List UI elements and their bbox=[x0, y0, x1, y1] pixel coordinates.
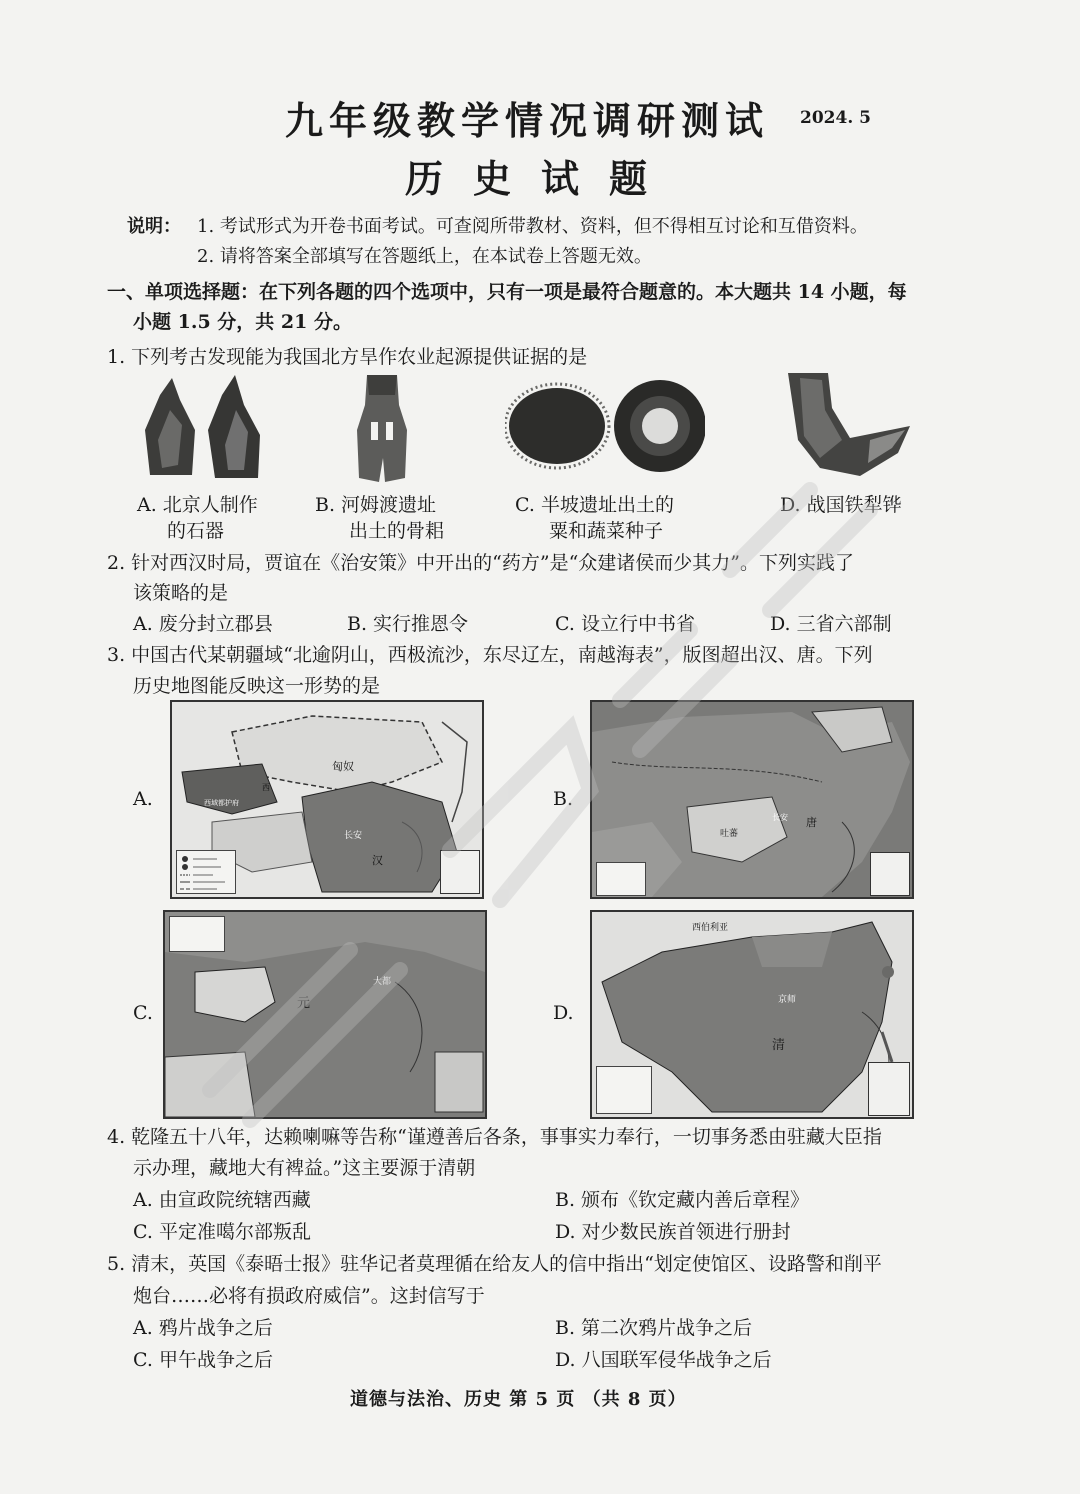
map-d-qing-label: 清 bbox=[772, 1038, 786, 1053]
map-a-legend-graphic bbox=[177, 851, 235, 893]
q3-option-a-label[interactable]: A. bbox=[133, 788, 153, 810]
bone-spade-image bbox=[345, 370, 420, 485]
question-5-line2: 炮台……必将有损政府威信”。这封信写于 bbox=[133, 1285, 485, 1307]
map-d-inset bbox=[868, 1062, 910, 1116]
notes-label: 说明： bbox=[127, 216, 181, 237]
map-a-xiongnu-label: 匈奴 bbox=[332, 760, 354, 773]
q1-option-b-line1[interactable]: B. 河姆渡遗址 bbox=[315, 494, 437, 516]
question-2-line2: 该策略的是 bbox=[133, 582, 229, 604]
q1-option-a-line2: 的石器 bbox=[167, 520, 225, 542]
map-b-inset bbox=[870, 852, 910, 896]
map-d-legend bbox=[596, 1066, 652, 1114]
q2-option-a[interactable]: A. 废分封立郡县 bbox=[133, 613, 273, 635]
q4-option-b[interactable]: B. 颁布《钦定藏内善后章程》 bbox=[555, 1189, 810, 1211]
map-c-yuan-dynasty[interactable] bbox=[163, 910, 487, 1119]
map-a-west-label: 西 bbox=[262, 783, 270, 792]
map-a-han-dynasty[interactable] bbox=[170, 700, 484, 899]
q2-option-b[interactable]: B. 实行推恩令 bbox=[347, 613, 469, 635]
q1-option-b-line2: 出土的骨耜 bbox=[349, 520, 445, 542]
map-b-changan-label: 长安 bbox=[772, 813, 788, 822]
map-a-changan-label: 长安 bbox=[344, 831, 363, 841]
q5-option-a[interactable]: A. 鸦片战争之后 bbox=[133, 1317, 273, 1339]
q1-option-c-line2: 粟和蔬菜种子 bbox=[549, 520, 664, 542]
page-footer: 道德与法治、历史 第 5 页 （共 8 页） bbox=[350, 1389, 687, 1410]
exam-subtitle: 历史试题 bbox=[405, 156, 678, 201]
notes-line-1: 1. 考试形式为开卷书面考试。可查阅所带教材、资料，但不得相互讨论和互借资料。 bbox=[197, 216, 868, 237]
notes-line-2: 2. 请将答案全部填写在答题纸上，在本试卷上答题无效。 bbox=[197, 246, 652, 267]
question-3-line1: 3. 中国古代某朝疆域“北逾阴山，西极流沙，东尽辽左，南越海表”，版图超出汉、唐。下列 bbox=[107, 644, 873, 666]
q3-option-b-label[interactable]: B. bbox=[553, 788, 574, 810]
q3-option-c-label[interactable]: C. bbox=[133, 1002, 153, 1024]
q4-option-c[interactable]: C. 平定准噶尔部叛乱 bbox=[133, 1221, 311, 1243]
map-a-xiyu-label: 西域都护府 bbox=[204, 799, 239, 807]
map-d-siberia-label: 西伯利亚 bbox=[692, 923, 729, 933]
map-a-inset bbox=[440, 850, 480, 894]
map-b-tang-label: 唐 bbox=[806, 816, 817, 829]
map-d-qing-dynasty[interactable] bbox=[590, 910, 914, 1119]
q4-option-d[interactable]: D. 对少数民族首领进行册封 bbox=[555, 1221, 791, 1243]
section-1-heading-cont: 小题 1.5 分，共 21 分。 bbox=[133, 311, 352, 333]
map-c-legend bbox=[169, 916, 225, 952]
map-b-tubo-label: 吐蕃 bbox=[720, 829, 739, 839]
map-b-tang-dynasty[interactable] bbox=[590, 700, 914, 899]
q5-option-b[interactable]: B. 第二次鸦片战争之后 bbox=[555, 1317, 753, 1339]
q1-option-d-line1[interactable]: D. 战国铁犁铧 bbox=[780, 494, 902, 516]
iron-plowshare-image bbox=[780, 368, 920, 483]
exam-date: 2024. 5 bbox=[800, 108, 871, 128]
q2-option-d[interactable]: D. 三省六部制 bbox=[770, 613, 892, 635]
stone-tools-image bbox=[140, 370, 275, 480]
map-a-han-label: 汉 bbox=[372, 854, 383, 867]
question-3-line2: 历史地图能反映这一形势的是 bbox=[133, 675, 381, 697]
q1-option-c-line1[interactable]: C. 半坡遗址出土的 bbox=[515, 494, 674, 516]
map-a-legend bbox=[176, 850, 236, 894]
map-b-legend bbox=[596, 862, 646, 896]
map-c-dadu-label: 大都 bbox=[373, 977, 392, 987]
question-4-line2: 示办理，藏地大有裨益。”这主要源于清朝 bbox=[133, 1157, 476, 1179]
map-d-jingshi-label: 京师 bbox=[778, 995, 797, 1005]
map-c-yuan-label: 元 bbox=[297, 996, 311, 1011]
millet-seeds-image bbox=[505, 370, 705, 480]
exam-title: 九年级教学情况调研测试 bbox=[285, 98, 770, 143]
section-1-heading: 一、单项选择题：在下列各题的四个选项中，只有一项是最符合题意的。本大题共 14 小题，每 bbox=[107, 281, 907, 303]
question-1-stem: 1. 下列考古发现能为我国北方旱作农业起源提供证据的是 bbox=[107, 346, 588, 368]
q3-option-d-label[interactable]: D. bbox=[553, 1002, 574, 1024]
q5-option-c[interactable]: C. 甲午战争之后 bbox=[133, 1349, 273, 1371]
q4-option-a[interactable]: A. 由宣政院统辖西藏 bbox=[133, 1189, 311, 1211]
question-4-line1: 4. 乾隆五十八年，达赖喇嘛等告称“谨遵善后各条，事事实力奉行，一切事务悉由驻藏大臣指 bbox=[107, 1126, 882, 1148]
question-2-line1: 2. 针对西汉时局，贾谊在《治安策》中开出的“药方”是“众建诸侯而少其力”。下列实践了 bbox=[107, 552, 855, 574]
q2-option-c[interactable]: C. 设立行中书省 bbox=[555, 613, 695, 635]
question-5-line1: 5. 清末，英国《泰晤士报》驻华记者莫理循在给友人的信中指出“划定使馆区、设路警和削平 bbox=[107, 1253, 882, 1275]
q5-option-d[interactable]: D. 八国联军侵华战争之后 bbox=[555, 1349, 772, 1371]
q1-option-a-line1[interactable]: A. 北京人制作 bbox=[137, 494, 258, 516]
